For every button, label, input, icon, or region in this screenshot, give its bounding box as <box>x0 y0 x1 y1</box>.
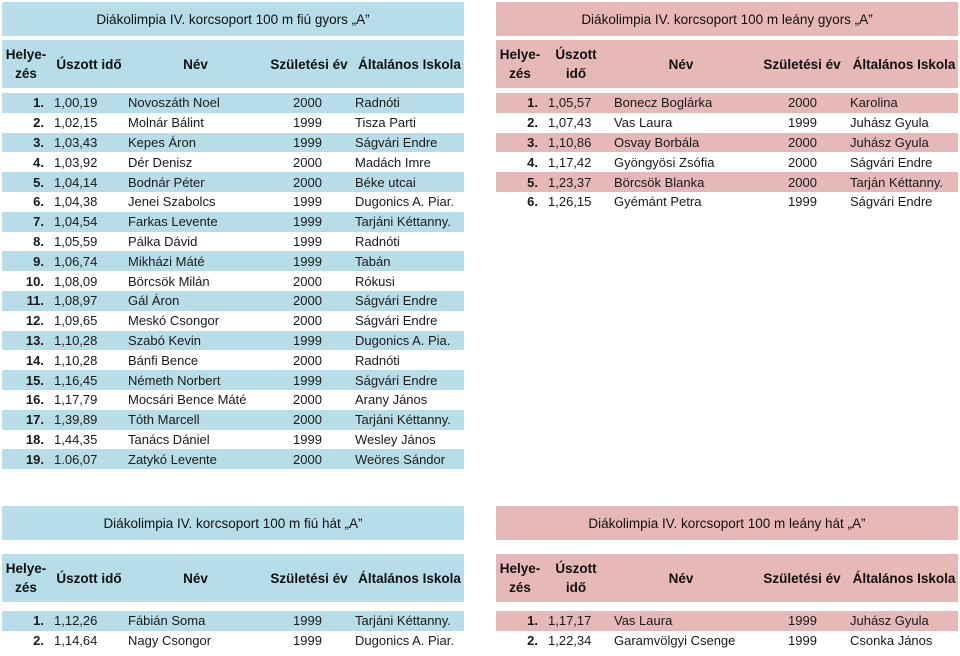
table-row <box>2 611 464 631</box>
cell-school: Juhász Gyula <box>850 134 929 150</box>
boys-back-title: Diákolimpia IV. korcsoport 100 m fiú hát „A” <box>2 506 464 540</box>
cell-rank: 19. <box>25 451 44 467</box>
cell-name: Börcsök Blanka <box>614 174 705 190</box>
col-time-header: Úszott idő <box>56 570 122 586</box>
cell-school: Radnóti <box>355 233 400 249</box>
cell-rank: 18. <box>25 431 44 447</box>
cell-birth-year: 2000 <box>293 313 322 329</box>
cell-name: Farkas Levente <box>128 214 218 230</box>
table-row <box>496 93 958 113</box>
boys-back-rows <box>2 611 464 651</box>
table-row <box>2 113 464 133</box>
cell-time: 1,06,74 <box>54 253 98 269</box>
cell-rank: 1. <box>33 613 44 629</box>
table-row <box>496 133 958 153</box>
cell-rank: 2. <box>33 633 44 649</box>
cell-rank: 16. <box>25 392 44 408</box>
girls-free-title: Diákolimpia IV. korcsoport 100 m leány gyors „A” <box>496 2 958 36</box>
cell-school: Tisza Parti <box>355 115 416 131</box>
cell-time: 1,16,45 <box>54 372 98 388</box>
cell-school: Radnóti <box>355 352 400 368</box>
cell-birth-year: 2000 <box>293 451 322 467</box>
cell-birth-year: 1999 <box>788 194 817 210</box>
table-row <box>2 93 464 113</box>
table-row <box>2 133 464 153</box>
table-row <box>2 172 464 192</box>
cell-time: 1,04,14 <box>54 174 98 190</box>
cell-time: 1,22,34 <box>548 633 592 649</box>
col-school-header: Általános Iskola <box>852 570 956 586</box>
boys-back-header <box>2 554 464 602</box>
cell-birth-year: 2000 <box>788 95 817 111</box>
cell-birth-year: 1999 <box>293 233 322 249</box>
cell-rank: 6. <box>527 194 538 210</box>
col-school-header: Általános Iskola <box>358 56 461 72</box>
table-row <box>2 390 464 410</box>
cell-birth-year: 1999 <box>788 633 817 649</box>
cell-name: Szabó Kevin <box>128 332 201 348</box>
table-row <box>2 370 464 390</box>
cell-school: Tarjáni Kéttanny. <box>355 214 451 230</box>
col-rank-header: Helye- zés <box>499 561 541 595</box>
girls-back-title: Diákolimpia IV. korcsoport 100 m leány hát „A” <box>496 506 958 540</box>
cell-school: Rókusi <box>355 273 395 289</box>
cell-school: Tarján Kéttanny. <box>850 174 943 190</box>
cell-name: Nagy Csongor <box>128 633 212 649</box>
cell-rank: 5. <box>33 174 44 190</box>
table-row <box>496 152 958 172</box>
col-birth-header: Születési év <box>270 570 348 586</box>
cell-school: Arany János <box>355 392 428 408</box>
cell-time: 1,02,15 <box>54 115 98 131</box>
table-row <box>2 631 464 651</box>
cell-birth-year: 1999 <box>788 115 817 131</box>
cell-name: Mocsári Bence Máté <box>128 392 247 408</box>
col-name-header: Név <box>668 570 694 586</box>
cell-birth-year: 1999 <box>788 613 817 629</box>
cell-name: Garamvölgyi Csenge <box>614 633 736 649</box>
cell-rank: 17. <box>25 412 44 428</box>
cell-birth-year: 2000 <box>293 95 322 111</box>
cell-name: Meskó Csongor <box>128 313 220 329</box>
cell-school: Radnóti <box>355 95 400 111</box>
cell-time: 1,05,57 <box>548 95 592 111</box>
cell-birth-year: 2000 <box>293 174 322 190</box>
table-row <box>2 430 464 450</box>
cell-rank: 1. <box>527 95 538 111</box>
cell-name: Vas Laura <box>614 613 673 629</box>
col-name-header: Név <box>183 570 208 586</box>
cell-name: Tanács Dániel <box>128 431 210 447</box>
cell-time: 1.06,07 <box>54 451 98 467</box>
cell-rank: 10. <box>25 273 44 289</box>
table-row <box>2 311 464 331</box>
boys-free-header <box>2 40 464 88</box>
cell-rank: 1. <box>33 95 44 111</box>
cell-rank: 7. <box>33 214 44 230</box>
col-name-header: Név <box>668 56 694 72</box>
cell-name: Osvay Borbála <box>614 134 700 150</box>
cell-rank: 2. <box>33 115 44 131</box>
cell-name: Dér Denisz <box>128 154 193 170</box>
cell-birth-year: 1999 <box>293 372 322 388</box>
col-rank-header: Helye- zés <box>5 47 47 81</box>
col-time-header: Úszott idő <box>56 56 122 72</box>
table-row <box>2 291 464 311</box>
cell-school: Juhász Gyula <box>850 115 929 131</box>
cell-rank: 2. <box>527 633 538 649</box>
cell-birth-year: 1999 <box>293 253 322 269</box>
cell-rank: 11. <box>26 293 44 309</box>
cell-name: Gál Áron <box>128 293 180 309</box>
cell-school: Csonka János <box>850 633 933 649</box>
cell-time: 1,10,28 <box>54 352 98 368</box>
table-row <box>2 410 464 430</box>
table-row <box>2 350 464 370</box>
cell-time: 1,10,28 <box>54 332 98 348</box>
cell-time: 1,09,65 <box>54 313 98 329</box>
cell-rank: 13. <box>25 332 44 348</box>
cell-time: 1,05,59 <box>54 233 98 249</box>
cell-rank: 14. <box>25 352 44 368</box>
cell-birth-year: 1999 <box>293 134 322 150</box>
cell-time: 1,03,92 <box>54 154 98 170</box>
girls-free-rows <box>496 93 958 212</box>
table-row <box>2 192 464 212</box>
cell-school: Dugonics A. Pia. <box>355 332 451 348</box>
cell-birth-year: 1999 <box>293 214 322 230</box>
cell-birth-year: 2000 <box>788 154 817 170</box>
cell-rank: 6. <box>33 194 44 210</box>
cell-name: Molnár Bálint <box>128 115 204 131</box>
cell-rank: 4. <box>527 154 538 170</box>
cell-name: Jenei Szabolcs <box>128 194 216 210</box>
cell-school: Ságvári Endre <box>355 293 438 309</box>
cell-school: Weöres Sándor <box>355 451 446 467</box>
cell-name: Bánfi Bence <box>128 352 199 368</box>
cell-name: Bonecz Boglárka <box>614 95 713 111</box>
cell-time: 1,44,35 <box>54 431 98 447</box>
table-row <box>2 212 464 232</box>
cell-rank: 1. <box>527 613 538 629</box>
cell-time: 1,10,86 <box>548 134 592 150</box>
col-name-header: Név <box>183 56 208 72</box>
cell-time: 1,39,89 <box>54 412 98 428</box>
cell-time: 1,03,43 <box>54 134 98 150</box>
cell-rank: 8. <box>33 233 44 249</box>
cell-school: Juhász Gyula <box>850 613 929 629</box>
cell-birth-year: 1999 <box>293 613 322 629</box>
cell-birth-year: 2000 <box>293 352 322 368</box>
col-school-header: Általános Iskola <box>358 570 461 586</box>
cell-rank: 3. <box>527 134 538 150</box>
table-row <box>2 449 464 469</box>
cell-time: 1,17,79 <box>54 392 98 408</box>
cell-time: 1,04,54 <box>54 214 98 230</box>
table-row <box>496 113 958 133</box>
cell-time: 1,23,37 <box>548 174 592 190</box>
cell-time: 1,00,19 <box>54 95 98 111</box>
cell-school: Karolina <box>850 95 898 111</box>
table-row <box>496 631 958 651</box>
col-rank-header: Helye- zés <box>5 561 47 595</box>
col-school-header: Általános Iskola <box>852 56 956 72</box>
cell-time: 1,07,43 <box>548 115 592 131</box>
table-row <box>496 192 958 212</box>
cell-school: Béke utcai <box>355 174 416 190</box>
cell-birth-year: 1999 <box>293 633 322 649</box>
cell-name: Börcsök Milán <box>128 273 210 289</box>
table-row <box>2 271 464 291</box>
cell-name: Mikházi Máté <box>128 253 205 269</box>
cell-birth-year: 1999 <box>293 332 322 348</box>
col-birth-header: Születési év <box>270 56 348 72</box>
cell-name: Pálka Dávid <box>128 233 198 249</box>
cell-school: Tarjáni Kéttanny. <box>355 613 451 629</box>
cell-name: Vas Laura <box>614 115 673 131</box>
cell-birth-year: 2000 <box>293 412 322 428</box>
boys-free-rows <box>2 93 464 469</box>
cell-time: 1,26,15 <box>548 194 592 210</box>
cell-name: Kepes Áron <box>128 134 196 150</box>
cell-name: Németh Norbert <box>128 372 221 388</box>
cell-time: 1,08,97 <box>54 293 98 309</box>
cell-school: Tabán <box>355 253 391 269</box>
cell-name: Gyémánt Petra <box>614 194 702 210</box>
cell-time: 1,12,26 <box>54 613 98 629</box>
table-row <box>2 152 464 172</box>
cell-school: Ságvári Endre <box>355 313 438 329</box>
cell-rank: 15. <box>25 372 44 388</box>
cell-school: Ságvári Endre <box>850 154 933 170</box>
cell-name: Zatykó Levente <box>128 451 217 467</box>
cell-rank: 5. <box>527 174 538 190</box>
cell-birth-year: 2000 <box>293 392 322 408</box>
cell-time: 1,04,38 <box>54 194 98 210</box>
cell-birth-year: 2000 <box>293 154 322 170</box>
cell-school: Ságvári Endre <box>850 194 933 210</box>
cell-time: 1,17,17 <box>548 613 592 629</box>
cell-school: Ságvári Endre <box>355 372 438 388</box>
cell-rank: 3. <box>33 134 44 150</box>
girls-free-header <box>496 40 958 88</box>
table-row <box>496 611 958 631</box>
cell-birth-year: 2000 <box>788 134 817 150</box>
col-birth-header: Születési év <box>763 56 841 72</box>
cell-school: Dugonics A. Piar. <box>355 633 454 649</box>
cell-birth-year: 2000 <box>788 174 817 190</box>
cell-time: 1,17,42 <box>548 154 592 170</box>
table-row <box>496 172 958 192</box>
cell-rank: 4. <box>33 154 44 170</box>
cell-school: Wesley János <box>355 431 436 447</box>
cell-birth-year: 1999 <box>293 194 322 210</box>
cell-birth-year: 2000 <box>293 293 322 309</box>
col-birth-header: Születési év <box>763 570 841 586</box>
cell-name: Bodnár Péter <box>128 174 205 190</box>
table-row <box>2 331 464 351</box>
cell-birth-year: 2000 <box>293 273 322 289</box>
cell-school: Ságvári Endre <box>355 134 438 150</box>
col-rank-header: Helye- zés <box>499 47 541 81</box>
col-time-header: Úszott idő <box>555 561 597 595</box>
cell-school: Dugonics A. Piar. <box>355 194 454 210</box>
col-time-header: Úszott idő <box>555 47 597 81</box>
cell-name: Gyöngyösi Zsófia <box>614 154 715 170</box>
cell-birth-year: 1999 <box>293 431 322 447</box>
cell-birth-year: 1999 <box>293 115 322 131</box>
cell-name: Novoszáth Noel <box>128 95 220 111</box>
cell-name: Tóth Marcell <box>128 412 200 428</box>
cell-school: Madách Imre <box>355 154 431 170</box>
table-row <box>2 232 464 252</box>
cell-school: Tarjáni Kéttanny. <box>355 412 451 428</box>
girls-back-rows <box>496 611 958 651</box>
cell-time: 1,14,64 <box>54 633 98 649</box>
cell-rank: 2. <box>527 115 538 131</box>
cell-rank: 9. <box>33 253 44 269</box>
cell-name: Fábián Soma <box>128 613 206 629</box>
cell-rank: 12. <box>25 313 44 329</box>
boys-free-title: Diákolimpia IV. korcsoport 100 m fiú gyors „A” <box>2 2 464 36</box>
girls-back-header <box>496 554 958 602</box>
table-row <box>2 251 464 271</box>
cell-time: 1,08,09 <box>54 273 98 289</box>
